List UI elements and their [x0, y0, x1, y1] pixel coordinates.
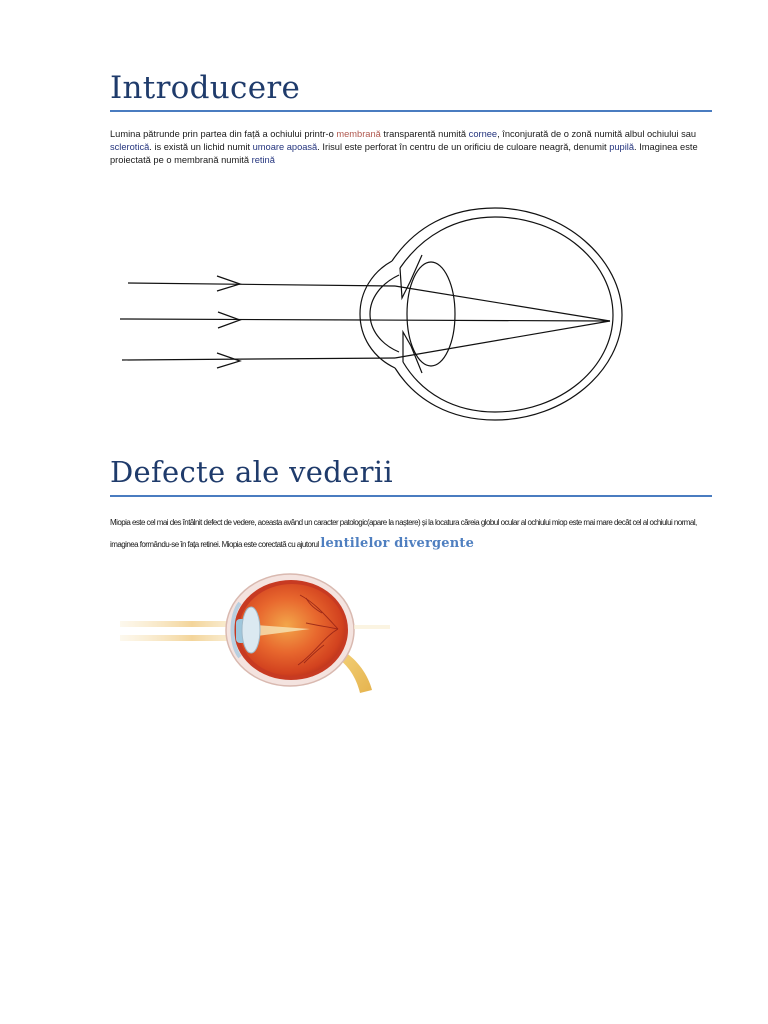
- keyword-retina: retină: [251, 154, 275, 165]
- lens-outline: [407, 262, 455, 366]
- heading-defecte-ale-vederii: Defecte ale vederii: [110, 455, 393, 489]
- converging-ray-top: [395, 286, 610, 321]
- light-beam-top: [120, 621, 240, 627]
- heading-introducere: Introducere: [110, 70, 301, 106]
- keyword-lentilelor-divergente: lentilelor divergente: [320, 536, 475, 551]
- arrowhead-bottom: [217, 353, 240, 368]
- lens: [242, 607, 260, 653]
- light-beam-bottom: [120, 635, 240, 641]
- incoming-ray-middle: [120, 319, 365, 320]
- heading-underline: [110, 110, 712, 112]
- incoming-ray-top: [128, 283, 395, 286]
- iris-top: [400, 255, 422, 298]
- eyeball-inner-outline: [400, 217, 613, 412]
- text-run: Lumina pătrunde prin partea din față a ochiului printr-o: [110, 129, 337, 139]
- cornea-outline: [360, 261, 395, 368]
- keyword-cornee: cornee: [468, 129, 498, 139]
- heading-underline: [110, 495, 712, 497]
- incoming-ray-bottom: [122, 358, 395, 360]
- text-run: transparentă numită: [380, 129, 469, 139]
- keyword-sclerotica: sclerotică: [110, 141, 150, 152]
- converging-ray-middle: [365, 320, 610, 321]
- keyword-membrana: membrană: [336, 129, 381, 139]
- keyword-umoare-apoasa: umoare apoasă: [252, 141, 318, 152]
- text-run: , înconjurată de o zonă numită albul ochiului sau: [497, 129, 697, 139]
- keyword-pupila: pupilă: [609, 141, 635, 152]
- converging-ray-bottom: [395, 321, 610, 358]
- light-beam-exit: [354, 625, 390, 629]
- myopia-paragraph: [110, 512, 712, 555]
- text-run: . Imaginea este proiectată pe o membrană numită: [110, 141, 698, 165]
- myopic-eye-illustration: [110, 565, 400, 695]
- text-run: . is există un lichid numit: [149, 141, 253, 152]
- intro-paragraph: [110, 128, 712, 166]
- eye-ray-diagram: [110, 200, 630, 425]
- text-run: Miopia este cel mai des întâlnit defect de vedere, aceasta având un caracter patologic(apare la naștere) și la locatura căreia globul ocular al ochiului miop este mai mare decât cel al ochiului normal, imaginea formându-se în fața retinei. Miopia este corectată cu ajutorul: [110, 518, 697, 549]
- text-run: . Irisul este perforat în centru de un orificiu de culoare neagră, denumit: [317, 141, 610, 152]
